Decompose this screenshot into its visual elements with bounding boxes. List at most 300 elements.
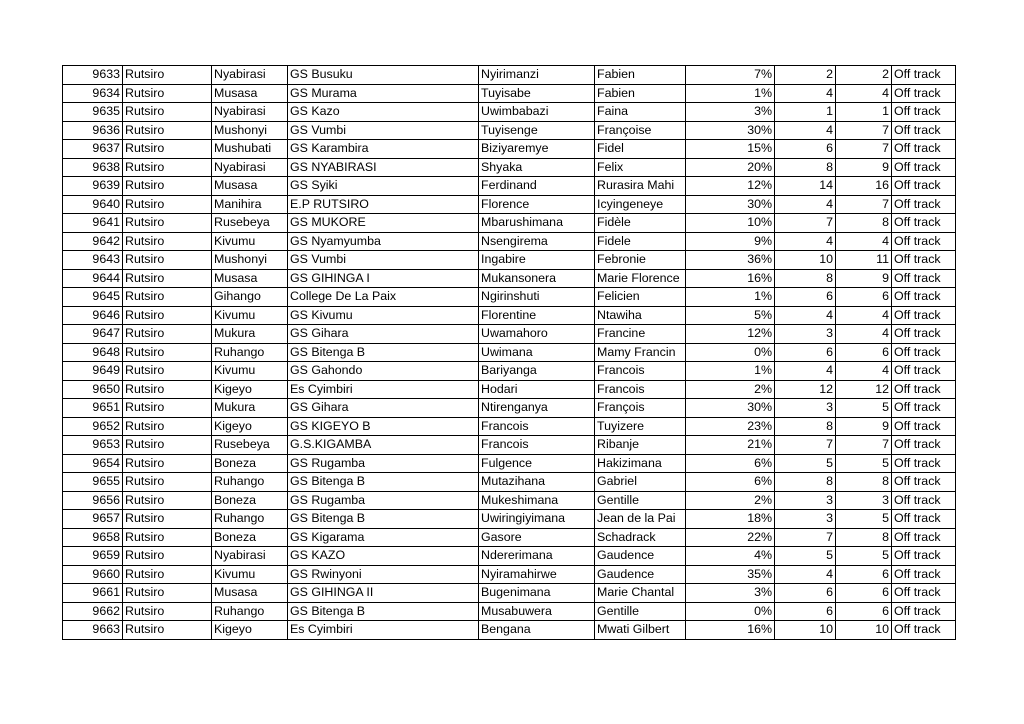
table-row — [63, 491, 956, 510]
cell-sector: Rusebeya — [212, 436, 288, 455]
cell-last-name: Biziyaremye — [479, 140, 595, 159]
cell-district: Rutsiro — [123, 565, 212, 584]
cell-row-id: 9649 — [63, 362, 123, 381]
cell-status: Off track — [892, 84, 956, 103]
cell-percentage: 16% — [686, 621, 775, 640]
cell-school: G.S.KIGAMBA — [288, 436, 479, 455]
cell-school: GS KIGEYO B — [288, 417, 479, 436]
cell-last-name: Francois — [479, 417, 595, 436]
cell-district: Rutsiro — [123, 288, 212, 307]
cell-value-a: 6 — [775, 140, 836, 159]
cell-percentage: 16% — [686, 269, 775, 288]
cell-district: Rutsiro — [123, 399, 212, 418]
cell-district: Rutsiro — [123, 195, 212, 214]
cell-sector: Musasa — [212, 177, 288, 196]
cell-district: Rutsiro — [123, 325, 212, 344]
cell-first-name: Febronie — [595, 251, 686, 270]
cell-status: Off track — [892, 491, 956, 510]
cell-last-name: Bariyanga — [479, 362, 595, 381]
cell-last-name: Mutazihana — [479, 473, 595, 492]
cell-sector: Kigeyo — [212, 380, 288, 399]
cell-first-name: Fabien — [595, 66, 686, 85]
table-row — [63, 121, 956, 140]
cell-value-a: 4 — [775, 362, 836, 381]
cell-school: GS Kivumu — [288, 306, 479, 325]
cell-sector: Boneza — [212, 528, 288, 547]
cell-first-name: Gaudence — [595, 565, 686, 584]
table-row — [63, 84, 956, 103]
cell-first-name: Mwati Gilbert — [595, 621, 686, 640]
table-row — [63, 454, 956, 473]
cell-status: Off track — [892, 362, 956, 381]
cell-first-name: Tuyizere — [595, 417, 686, 436]
cell-status: Off track — [892, 269, 956, 288]
cell-percentage: 12% — [686, 325, 775, 344]
cell-first-name: Fabien — [595, 84, 686, 103]
cell-last-name: Bengana — [479, 621, 595, 640]
cell-row-id: 9657 — [63, 510, 123, 529]
cell-percentage: 20% — [686, 158, 775, 177]
cell-value-a: 6 — [775, 288, 836, 307]
cell-value-a: 3 — [775, 325, 836, 344]
cell-first-name: Francine — [595, 325, 686, 344]
cell-status: Off track — [892, 214, 956, 233]
cell-school: GS Karambira — [288, 140, 479, 159]
data-table — [62, 65, 956, 640]
cell-last-name: Hodari — [479, 380, 595, 399]
cell-sector: Nyabirasi — [212, 103, 288, 122]
cell-first-name: Felicien — [595, 288, 686, 307]
cell-value-a: 4 — [775, 84, 836, 103]
cell-percentage: 23% — [686, 417, 775, 436]
cell-first-name: Gabriel — [595, 473, 686, 492]
cell-percentage: 9% — [686, 232, 775, 251]
cell-percentage: 30% — [686, 121, 775, 140]
cell-sector: Nyabirasi — [212, 547, 288, 566]
cell-percentage: 1% — [686, 362, 775, 381]
cell-value-b: 6 — [836, 288, 892, 307]
cell-row-id: 9638 — [63, 158, 123, 177]
cell-status: Off track — [892, 66, 956, 85]
cell-row-id: 9645 — [63, 288, 123, 307]
cell-district: Rutsiro — [123, 343, 212, 362]
cell-row-id: 9648 — [63, 343, 123, 362]
cell-school: College De La Paix — [288, 288, 479, 307]
cell-district: Rutsiro — [123, 251, 212, 270]
table-row — [63, 399, 956, 418]
cell-first-name: Gentille — [595, 491, 686, 510]
cell-district: Rutsiro — [123, 269, 212, 288]
cell-percentage: 18% — [686, 510, 775, 529]
cell-first-name: Gentille — [595, 602, 686, 621]
cell-first-name: Françoise — [595, 121, 686, 140]
cell-value-a: 8 — [775, 417, 836, 436]
cell-row-id: 9651 — [63, 399, 123, 418]
cell-status: Off track — [892, 417, 956, 436]
table-row — [63, 140, 956, 159]
cell-value-b: 8 — [836, 473, 892, 492]
cell-status: Off track — [892, 510, 956, 529]
cell-percentage: 12% — [686, 177, 775, 196]
cell-value-b: 4 — [836, 325, 892, 344]
table-row — [63, 510, 956, 529]
cell-status: Off track — [892, 343, 956, 362]
cell-first-name: Francois — [595, 380, 686, 399]
cell-sector: Ruhango — [212, 343, 288, 362]
cell-school: GS Bitenga B — [288, 510, 479, 529]
cell-row-id: 9654 — [63, 454, 123, 473]
cell-first-name: Faina — [595, 103, 686, 122]
cell-value-a: 2 — [775, 66, 836, 85]
cell-first-name: Francois — [595, 362, 686, 381]
cell-school: GS Bitenga B — [288, 473, 479, 492]
cell-status: Off track — [892, 158, 956, 177]
cell-district: Rutsiro — [123, 528, 212, 547]
cell-district: Rutsiro — [123, 584, 212, 603]
cell-district: Rutsiro — [123, 103, 212, 122]
cell-value-b: 5 — [836, 399, 892, 418]
cell-status: Off track — [892, 565, 956, 584]
cell-district: Rutsiro — [123, 177, 212, 196]
cell-percentage: 21% — [686, 436, 775, 455]
table-body — [63, 66, 956, 640]
cell-last-name: Bugenimana — [479, 584, 595, 603]
cell-percentage: 4% — [686, 547, 775, 566]
cell-school: GS Busuku — [288, 66, 479, 85]
cell-value-a: 4 — [775, 306, 836, 325]
cell-percentage: 30% — [686, 195, 775, 214]
cell-first-name: Marie Chantal — [595, 584, 686, 603]
cell-status: Off track — [892, 602, 956, 621]
cell-value-a: 7 — [775, 214, 836, 233]
cell-value-b: 11 — [836, 251, 892, 270]
cell-percentage: 2% — [686, 380, 775, 399]
cell-school: GS NYABIRASI — [288, 158, 479, 177]
cell-school: GS Nyamyumba — [288, 232, 479, 251]
cell-last-name: Tuyisabe — [479, 84, 595, 103]
cell-status: Off track — [892, 528, 956, 547]
cell-sector: Kivumu — [212, 362, 288, 381]
cell-district: Rutsiro — [123, 380, 212, 399]
cell-first-name: Fidèle — [595, 214, 686, 233]
cell-status: Off track — [892, 621, 956, 640]
cell-sector: Musasa — [212, 584, 288, 603]
table-row — [63, 195, 956, 214]
cell-first-name: Marie Florence — [595, 269, 686, 288]
cell-value-b: 4 — [836, 306, 892, 325]
cell-row-id: 9646 — [63, 306, 123, 325]
cell-last-name: Mukeshimana — [479, 491, 595, 510]
cell-row-id: 9635 — [63, 103, 123, 122]
cell-last-name: Uwimbabazi — [479, 103, 595, 122]
cell-sector: Mushubati — [212, 140, 288, 159]
cell-percentage: 2% — [686, 491, 775, 510]
cell-value-a: 6 — [775, 343, 836, 362]
cell-status: Off track — [892, 121, 956, 140]
cell-school: GS Bitenga B — [288, 343, 479, 362]
cell-value-a: 6 — [775, 602, 836, 621]
cell-school: GS Rugamba — [288, 454, 479, 473]
cell-sector: Kivumu — [212, 565, 288, 584]
cell-row-id: 9661 — [63, 584, 123, 603]
cell-sector: Kigeyo — [212, 621, 288, 640]
cell-school: GS Kigarama — [288, 528, 479, 547]
cell-first-name: Ntawiha — [595, 306, 686, 325]
cell-last-name: Mukansonera — [479, 269, 595, 288]
cell-first-name: Mamy Francin — [595, 343, 686, 362]
cell-value-b: 5 — [836, 510, 892, 529]
cell-value-b: 4 — [836, 362, 892, 381]
cell-row-id: 9642 — [63, 232, 123, 251]
cell-district: Rutsiro — [123, 602, 212, 621]
cell-percentage: 3% — [686, 584, 775, 603]
cell-first-name: François — [595, 399, 686, 418]
cell-row-id: 9641 — [63, 214, 123, 233]
cell-last-name: Tuyisenge — [479, 121, 595, 140]
cell-school: GS KAZO — [288, 547, 479, 566]
cell-row-id: 9656 — [63, 491, 123, 510]
cell-value-a: 7 — [775, 436, 836, 455]
table-row — [63, 325, 956, 344]
table-row — [63, 528, 956, 547]
table-row — [63, 436, 956, 455]
cell-row-id: 9643 — [63, 251, 123, 270]
cell-school: GS Vumbi — [288, 121, 479, 140]
cell-row-id: 9634 — [63, 84, 123, 103]
cell-value-b: 4 — [836, 232, 892, 251]
cell-value-a: 5 — [775, 547, 836, 566]
cell-percentage: 1% — [686, 288, 775, 307]
cell-row-id: 9647 — [63, 325, 123, 344]
cell-value-a: 3 — [775, 399, 836, 418]
cell-school: GS GIHINGA I — [288, 269, 479, 288]
cell-value-a: 4 — [775, 121, 836, 140]
table-row — [63, 362, 956, 381]
table-row — [63, 288, 956, 307]
table-row — [63, 343, 956, 362]
cell-value-a: 6 — [775, 584, 836, 603]
cell-last-name: Ndererimana — [479, 547, 595, 566]
cell-status: Off track — [892, 399, 956, 418]
table-row — [63, 473, 956, 492]
cell-first-name: Ribanje — [595, 436, 686, 455]
cell-school: GS Gihara — [288, 399, 479, 418]
cell-row-id: 9658 — [63, 528, 123, 547]
cell-district: Rutsiro — [123, 473, 212, 492]
cell-percentage: 7% — [686, 66, 775, 85]
cell-value-b: 6 — [836, 565, 892, 584]
cell-first-name: Rurasira Mahi — [595, 177, 686, 196]
cell-value-b: 6 — [836, 584, 892, 603]
cell-status: Off track — [892, 454, 956, 473]
table-row — [63, 417, 956, 436]
cell-school: GS Gihara — [288, 325, 479, 344]
cell-last-name: Musabuwera — [479, 602, 595, 621]
cell-row-id: 9660 — [63, 565, 123, 584]
cell-status: Off track — [892, 177, 956, 196]
cell-value-b: 7 — [836, 140, 892, 159]
cell-district: Rutsiro — [123, 121, 212, 140]
cell-district: Rutsiro — [123, 417, 212, 436]
cell-row-id: 9639 — [63, 177, 123, 196]
cell-first-name: Schadrack — [595, 528, 686, 547]
cell-value-b: 6 — [836, 602, 892, 621]
table-row — [63, 269, 956, 288]
cell-first-name: Felix — [595, 158, 686, 177]
cell-district: Rutsiro — [123, 140, 212, 159]
cell-value-b: 9 — [836, 417, 892, 436]
cell-row-id: 9636 — [63, 121, 123, 140]
cell-value-b: 5 — [836, 547, 892, 566]
cell-district: Rutsiro — [123, 362, 212, 381]
cell-first-name: Hakizimana — [595, 454, 686, 473]
cell-row-id: 9659 — [63, 547, 123, 566]
cell-value-b: 4 — [836, 84, 892, 103]
table-row — [63, 306, 956, 325]
cell-status: Off track — [892, 288, 956, 307]
cell-row-id: 9640 — [63, 195, 123, 214]
cell-value-b: 2 — [836, 66, 892, 85]
cell-row-id: 9637 — [63, 140, 123, 159]
cell-value-a: 8 — [775, 158, 836, 177]
cell-sector: Gihango — [212, 288, 288, 307]
cell-status: Off track — [892, 325, 956, 344]
cell-status: Off track — [892, 306, 956, 325]
cell-first-name: Fidel — [595, 140, 686, 159]
cell-district: Rutsiro — [123, 84, 212, 103]
cell-value-b: 12 — [836, 380, 892, 399]
cell-value-a: 8 — [775, 473, 836, 492]
cell-school: GS Rugamba — [288, 491, 479, 510]
cell-school: Es Cyimbiri — [288, 621, 479, 640]
cell-status: Off track — [892, 584, 956, 603]
cell-first-name: Icyingeneye — [595, 195, 686, 214]
cell-value-a: 4 — [775, 195, 836, 214]
cell-percentage: 15% — [686, 140, 775, 159]
cell-percentage: 6% — [686, 454, 775, 473]
cell-value-b: 7 — [836, 121, 892, 140]
cell-district: Rutsiro — [123, 547, 212, 566]
table-row — [63, 621, 956, 640]
cell-last-name: Gasore — [479, 528, 595, 547]
cell-last-name: Ngirinshuti — [479, 288, 595, 307]
cell-sector: Boneza — [212, 454, 288, 473]
cell-school: GS Vumbi — [288, 251, 479, 270]
cell-sector: Mushonyi — [212, 251, 288, 270]
cell-percentage: 3% — [686, 103, 775, 122]
cell-value-b: 8 — [836, 214, 892, 233]
cell-sector: Nyabirasi — [212, 158, 288, 177]
cell-last-name: Ntirenganya — [479, 399, 595, 418]
cell-value-a: 8 — [775, 269, 836, 288]
cell-school: GS Kazo — [288, 103, 479, 122]
cell-last-name: Uwamahoro — [479, 325, 595, 344]
cell-district: Rutsiro — [123, 436, 212, 455]
cell-status: Off track — [892, 232, 956, 251]
cell-sector: Kivumu — [212, 306, 288, 325]
cell-district: Rutsiro — [123, 214, 212, 233]
cell-sector: Rusebeya — [212, 214, 288, 233]
cell-value-b: 8 — [836, 528, 892, 547]
cell-district: Rutsiro — [123, 306, 212, 325]
cell-row-id: 9662 — [63, 602, 123, 621]
table-row — [63, 380, 956, 399]
cell-sector: Musasa — [212, 84, 288, 103]
cell-last-name: Nyirimanzi — [479, 66, 595, 85]
cell-row-id: 9633 — [63, 66, 123, 85]
cell-sector: Ruhango — [212, 473, 288, 492]
cell-district: Rutsiro — [123, 454, 212, 473]
cell-school: Es Cyimbiri — [288, 380, 479, 399]
cell-district: Rutsiro — [123, 491, 212, 510]
cell-percentage: 6% — [686, 473, 775, 492]
cell-value-b: 10 — [836, 621, 892, 640]
cell-status: Off track — [892, 473, 956, 492]
cell-status: Off track — [892, 195, 956, 214]
table-row — [63, 565, 956, 584]
table-row — [63, 103, 956, 122]
cell-status: Off track — [892, 547, 956, 566]
cell-status: Off track — [892, 436, 956, 455]
cell-last-name: Nsengirema — [479, 232, 595, 251]
cell-sector: Mushonyi — [212, 121, 288, 140]
cell-sector: Manihira — [212, 195, 288, 214]
cell-status: Off track — [892, 103, 956, 122]
cell-value-a: 4 — [775, 565, 836, 584]
cell-row-id: 9653 — [63, 436, 123, 455]
cell-first-name: Jean de la Pai — [595, 510, 686, 529]
cell-sector: Ruhango — [212, 602, 288, 621]
cell-value-b: 5 — [836, 454, 892, 473]
cell-last-name: Nyiramahirwe — [479, 565, 595, 584]
cell-percentage: 36% — [686, 251, 775, 270]
cell-value-a: 4 — [775, 232, 836, 251]
cell-status: Off track — [892, 251, 956, 270]
cell-last-name: Fulgence — [479, 454, 595, 473]
cell-value-b: 7 — [836, 436, 892, 455]
cell-percentage: 1% — [686, 84, 775, 103]
cell-value-a: 10 — [775, 251, 836, 270]
cell-school: GS GIHINGA II — [288, 584, 479, 603]
cell-last-name: Francois — [479, 436, 595, 455]
cell-school: E.P RUTSIRO — [288, 195, 479, 214]
cell-last-name: Shyaka — [479, 158, 595, 177]
cell-percentage: 30% — [686, 399, 775, 418]
cell-last-name: Uwiringiyimana — [479, 510, 595, 529]
cell-value-a: 10 — [775, 621, 836, 640]
cell-value-b: 6 — [836, 343, 892, 362]
cell-sector: Kivumu — [212, 232, 288, 251]
cell-sector: Ruhango — [212, 510, 288, 529]
cell-last-name: Mbarushimana — [479, 214, 595, 233]
cell-first-name: Gaudence — [595, 547, 686, 566]
cell-last-name: Ferdinand — [479, 177, 595, 196]
cell-percentage: 0% — [686, 602, 775, 621]
cell-value-b: 3 — [836, 491, 892, 510]
cell-percentage: 10% — [686, 214, 775, 233]
cell-value-b: 9 — [836, 269, 892, 288]
cell-district: Rutsiro — [123, 510, 212, 529]
cell-district: Rutsiro — [123, 621, 212, 640]
cell-status: Off track — [892, 140, 956, 159]
cell-district: Rutsiro — [123, 66, 212, 85]
cell-value-a: 14 — [775, 177, 836, 196]
cell-value-a: 5 — [775, 454, 836, 473]
table-row — [63, 214, 956, 233]
table-row — [63, 158, 956, 177]
cell-sector: Nyabirasi — [212, 66, 288, 85]
table-row — [63, 251, 956, 270]
